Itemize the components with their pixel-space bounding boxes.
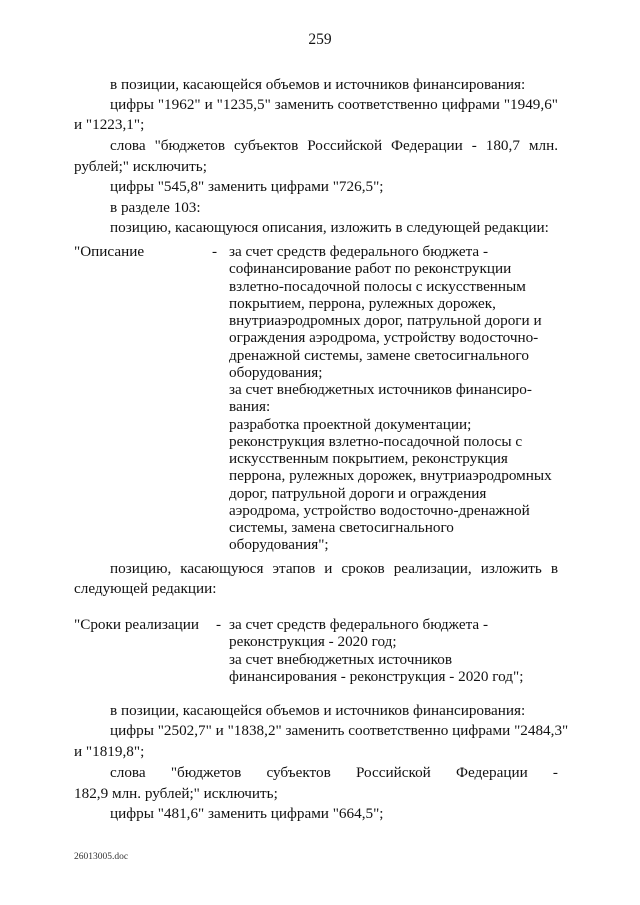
paragraph-numbers-replace: цифры "1962" и "1235,5" заменить соответственно цифрами "1949,6" [110, 96, 558, 113]
description-line: взлетно-посадочной полосы с искусственным [229, 277, 526, 295]
description-label: "Описание [74, 243, 145, 260]
paragraph-intro-2: в позиции, касающейся объемов и источников финансирования: [110, 702, 526, 719]
description-line: покрытием, перрона, рулежных дорожек, [229, 294, 496, 312]
paragraph-description-intro: позицию, касающуюся описания, изложить в следующей редакции: [110, 219, 549, 236]
terms-dash: - [216, 616, 222, 633]
description-line: ограждения аэродрома, устройству водосточно- [229, 329, 539, 347]
description-line: системы, замена светосигнального [229, 519, 454, 536]
description-line: внутриаэродромных дорог, патрульной дороги и [229, 312, 542, 329]
description-dash: - [212, 243, 218, 260]
terms-line: финансирования - реконструкция - 2020 год"; [229, 667, 524, 685]
section-heading: в разделе 103: [110, 199, 201, 216]
description-line: искусственным покрытием, реконструкция [229, 450, 508, 467]
terms-line: реконструкция - 2020 год; [229, 633, 397, 651]
paragraph-words-remove-2: слова "бюджетов субъектов Российской Федерации - [110, 764, 558, 781]
paragraph-words-continued: рублей;" исключить; [74, 158, 207, 175]
file-name-footer: 26013005.doc [74, 852, 129, 862]
paragraph-words-remove: слова "бюджетов субъектов Российской Федерации - 180,7 млн. [110, 137, 558, 154]
terms-line: за счет внебюджетных источников [229, 650, 453, 668]
description-line: дорог, патрульной дороги и ограждения [229, 484, 487, 502]
paragraph-numbers-continued: и "1223,1"; [74, 116, 145, 133]
description-line: оборудования; [229, 363, 323, 381]
description-line: разработка проектной документации; [229, 415, 472, 433]
paragraph-intro: в позиции, касающейся объемов и источников финансирования: [110, 76, 526, 93]
terms-line: за счет средств федерального бюджета - [229, 616, 489, 633]
paragraph-numbers-continued-2: и "1819,8"; [74, 743, 145, 760]
paragraph-numbers-second-2: цифры "481,6" заменить цифрами "664,5"; [110, 805, 384, 822]
description-line: софинансирование работ по реконструкции [229, 260, 512, 278]
page-number: 259 [308, 31, 332, 48]
terms-label: "Сроки реализации [74, 616, 200, 633]
description-line: перрона, рулежных дорожек, внутриаэродромных [229, 467, 552, 485]
paragraph-terms-intro: позицию, касающуюся этапов и сроков реализации, изложить в [110, 560, 558, 577]
description-line: за счет внебюджетных источников финансиро- [229, 381, 532, 398]
description-line: за счет средств федерального бюджета - [229, 243, 489, 260]
paragraph-numbers-replace-2: цифры "2502,7" и "1838,2" заменить соответственно цифрами "2484,3" [110, 722, 569, 739]
paragraph-terms-intro-continued: следующей редакции: [74, 580, 217, 597]
paragraph-numbers-second: цифры "545,8" заменить цифрами "726,5"; [110, 178, 384, 195]
description-line: дренажной системы, замене светосигнального [229, 346, 529, 364]
description-line: реконструкция взлетно-посадочной полосы с [229, 432, 523, 450]
description-line: оборудования"; [229, 536, 329, 554]
description-line: вания: [229, 398, 271, 416]
paragraph-words-continued-2: 182,9 млн. рублей;" исключить; [74, 785, 278, 802]
description-line: аэродрома, устройство водосточно-дренажной [229, 501, 530, 519]
